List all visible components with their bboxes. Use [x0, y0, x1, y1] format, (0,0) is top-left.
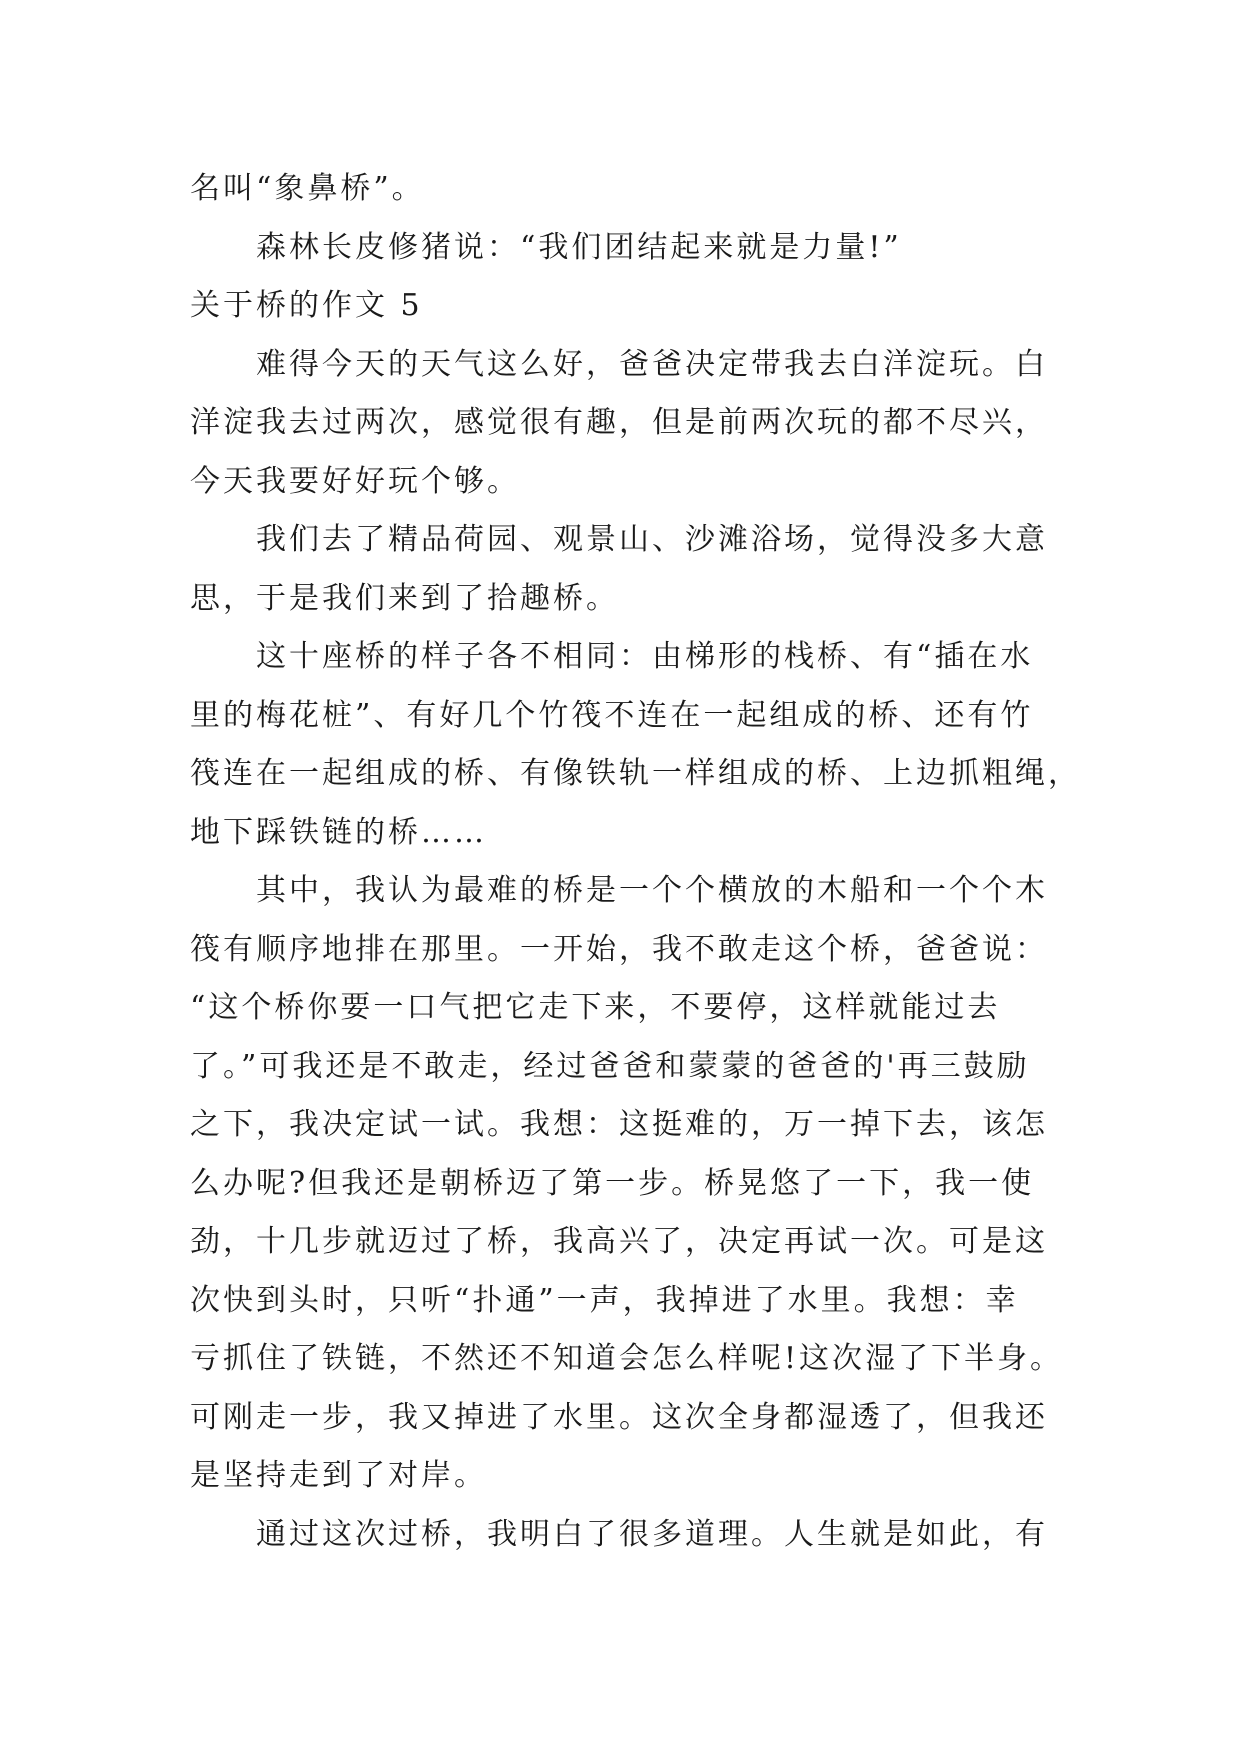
- text-line: 关于桥的作文 5: [190, 288, 423, 323]
- text-line: 可刚走一步，我又掉进了水里。这次全身都湿透了，但我还: [190, 1399, 1048, 1435]
- text-line: 这十座桥的样子各不相同：由梯形的栈桥、有“插在水: [256, 639, 1034, 674]
- text-line: 地下踩铁链的桥……: [190, 814, 487, 850]
- text-line: “这个桥你要一口气把它走下来，不要停，这样就能过去: [190, 990, 1001, 1025]
- text-line: 我们去了精品荷园、观景山、沙滩浴场，觉得没多大意: [256, 522, 1048, 557]
- document-body: [190, 160, 1081, 1564]
- text-line: 次快到头时，只听“扑通”一声，我掉进了水里。我想：幸: [190, 1282, 1019, 1318]
- text-line: 思，于是我们来到了拾趣桥。: [190, 580, 619, 616]
- text-line: 亏抓住了铁链，不然还不知道会怎么样呢!这次湿了下半身。: [190, 1341, 1064, 1376]
- text-line: 筏有顺序地排在那里。一开始，我不敢走这个桥，爸爸说：: [190, 931, 1048, 967]
- text-line: 了。”可我还是不敢走，经过爸爸和蒙蒙的爸爸的'再三鼓励: [190, 1048, 1030, 1084]
- text-line: 通过这次过桥，我明白了很多道理。人生就是如此，有: [256, 1516, 1048, 1552]
- text-line: 里的梅花桩”、有好几个竹筏不连在一起组成的桥、还有竹: [190, 697, 1034, 733]
- text-line: 今天我要好好玩个够。: [190, 463, 520, 499]
- text-line: 其中，我认为最难的桥是一个个横放的木船和一个个木: [256, 873, 1048, 908]
- text-line: 名叫“象鼻桥”。: [190, 171, 425, 206]
- text-line: 洋淀我去过两次，感觉很有趣，但是前两次玩的都不尽兴，: [190, 405, 1048, 440]
- text-line: 是坚持走到了对岸。: [190, 1458, 487, 1493]
- text-line: 之下，我决定试一试。我想：这挺难的，万一掉下去，该怎: [190, 1107, 1048, 1142]
- text-line: 森林长皮修猪说：“我们团结起来就是力量!”: [256, 229, 902, 265]
- text-line: 难得今天的天气这么好，爸爸决定带我去白洋淀玩。白: [256, 346, 1048, 382]
- text-line: 筏连在一起组成的桥、有像铁轨一样组成的桥、上边抓粗绳，: [190, 756, 1081, 791]
- text-line: 劲，十几步就迈过了桥，我高兴了，决定再试一次。可是这: [190, 1224, 1048, 1259]
- text-line: 么办呢?但我还是朝桥迈了第一步。桥晃悠了一下，我一使: [190, 1165, 1035, 1201]
